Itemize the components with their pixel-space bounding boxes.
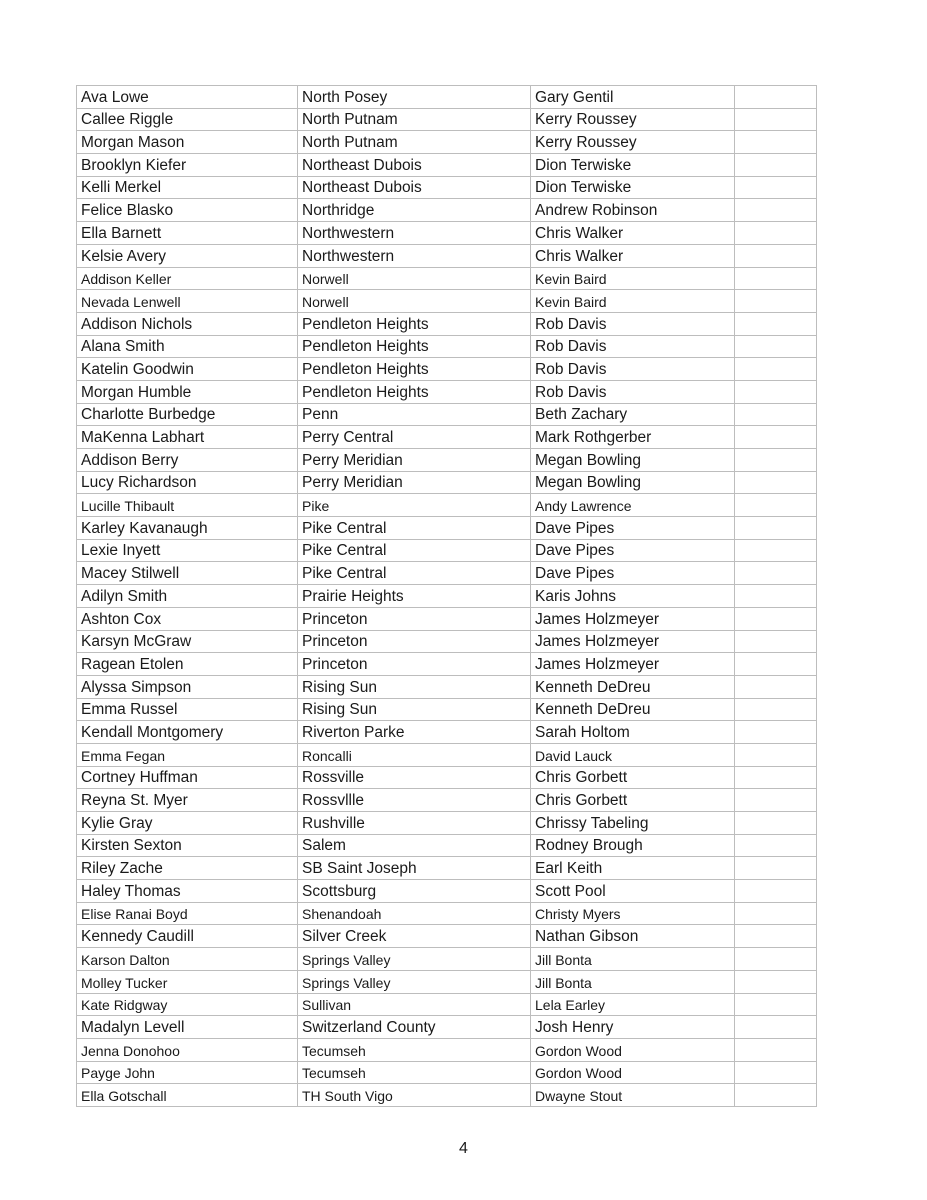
athlete-name-cell: Karsyn McGraw [77,630,298,653]
table-row [77,267,817,290]
athlete-name-cell: MaKenna Labhart [77,426,298,449]
empty-cell [735,812,817,835]
empty-cell [735,222,817,245]
athlete-name-cell: Addison Nichols [77,312,298,335]
empty-cell [735,86,817,109]
table-row [77,539,817,562]
athlete-name-cell: Felice Blasko [77,199,298,222]
school-cell: Perry Meridian [298,449,531,472]
coach-cell: Kenneth DeDreu [531,675,735,698]
school-cell: Salem [298,834,531,857]
empty-cell [735,607,817,630]
coach-cell: Rob Davis [531,358,735,381]
athlete-name-cell: Reyna St. Myer [77,789,298,812]
table-row [77,970,817,993]
empty-cell [735,562,817,585]
school-cell: Silver Creek [298,925,531,948]
coach-cell: Chris Gorbett [531,789,735,812]
coach-cell: Dion Terwiske [531,154,735,177]
empty-cell [735,857,817,880]
athlete-name-cell: Madalyn Levell [77,1016,298,1039]
school-cell: Rushville [298,812,531,835]
empty-cell [735,403,817,426]
table-row [77,698,817,721]
empty-cell [735,312,817,335]
school-cell: Sullivan [298,993,531,1016]
table-row [77,743,817,766]
table-row [77,812,817,835]
table-row [77,925,817,948]
athlete-name-cell: Kelsie Avery [77,244,298,267]
athlete-name-cell: Kendall Montgomery [77,721,298,744]
empty-cell [735,948,817,971]
athlete-name-cell: Ella Barnett [77,222,298,245]
school-cell: Tecumseh [298,1061,531,1084]
empty-cell [735,1061,817,1084]
athlete-name-cell: Ella Gotschall [77,1084,298,1107]
table-row [77,857,817,880]
table-row [77,993,817,1016]
table-row [77,222,817,245]
table-row [77,630,817,653]
athlete-name-cell: Addison Keller [77,267,298,290]
athlete-name-cell: Karson Dalton [77,948,298,971]
athlete-name-cell: Nevada Lenwell [77,290,298,313]
empty-cell [735,585,817,608]
school-cell: North Putnam [298,131,531,154]
empty-cell [735,721,817,744]
coach-cell: Christy Myers [531,902,735,925]
empty-cell [735,517,817,540]
table-row [77,1016,817,1039]
table-row [77,653,817,676]
coach-cell: James Holzmeyer [531,653,735,676]
table-row [77,380,817,403]
school-cell: Norwell [298,290,531,313]
coach-cell: Dave Pipes [531,539,735,562]
athlete-name-cell: Emma Fegan [77,743,298,766]
table-row [77,108,817,131]
coach-cell: Nathan Gibson [531,925,735,948]
table-row [77,1084,817,1107]
roster-table [76,85,817,1107]
table-row [77,176,817,199]
coach-cell: Lela Earley [531,993,735,1016]
empty-cell [735,902,817,925]
coach-cell: Rob Davis [531,312,735,335]
coach-cell: Scott Pool [531,880,735,903]
table-row [77,562,817,585]
table-row [77,766,817,789]
coach-cell: Kevin Baird [531,267,735,290]
coach-cell: Chrissy Tabeling [531,812,735,835]
athlete-name-cell: Jenna Donohoo [77,1038,298,1061]
coach-cell: Dwayne Stout [531,1084,735,1107]
athlete-name-cell: Addison Berry [77,449,298,472]
empty-cell [735,766,817,789]
table-row [77,403,817,426]
athlete-name-cell: Callee Riggle [77,108,298,131]
table-row [77,789,817,812]
coach-cell: James Holzmeyer [531,630,735,653]
coach-cell: Kevin Baird [531,290,735,313]
school-cell: Scottsburg [298,880,531,903]
school-cell: Pike Central [298,562,531,585]
table-row [77,1061,817,1084]
athlete-name-cell: Ragean Etolen [77,653,298,676]
coach-cell: Beth Zachary [531,403,735,426]
athlete-name-cell: Kennedy Caudill [77,925,298,948]
empty-cell [735,154,817,177]
table-row [77,834,817,857]
coach-cell: Karis Johns [531,585,735,608]
table-row [77,948,817,971]
athlete-name-cell: Katelin Goodwin [77,358,298,381]
coach-cell: Andy Lawrence [531,494,735,517]
athlete-name-cell: Molley Tucker [77,970,298,993]
table-row [77,471,817,494]
coach-cell: Rodney Brough [531,834,735,857]
athlete-name-cell: Lucy Richardson [77,471,298,494]
athlete-name-cell: Elise Ranai Boyd [77,902,298,925]
table-row [77,290,817,313]
empty-cell [735,834,817,857]
empty-cell [735,380,817,403]
table-row [77,675,817,698]
school-cell: Roncalli [298,743,531,766]
school-cell: Perry Meridian [298,471,531,494]
school-cell: Pike [298,494,531,517]
school-cell: Norwell [298,267,531,290]
school-cell: Northridge [298,199,531,222]
athlete-name-cell: Kirsten Sexton [77,834,298,857]
school-cell: TH South Vigo [298,1084,531,1107]
empty-cell [735,539,817,562]
empty-cell [735,993,817,1016]
athlete-name-cell: Lucille Thibault [77,494,298,517]
school-cell: Northwestern [298,222,531,245]
athlete-name-cell: Kate Ridgway [77,993,298,1016]
school-cell: Northeast Dubois [298,154,531,177]
coach-cell: Mark Rothgerber [531,426,735,449]
coach-cell: Andrew Robinson [531,199,735,222]
school-cell: Rossvllle [298,789,531,812]
school-cell: Springs Valley [298,970,531,993]
table-row [77,721,817,744]
coach-cell: Chris Walker [531,244,735,267]
empty-cell [735,743,817,766]
coach-cell: Sarah Holtom [531,721,735,744]
coach-cell: James Holzmeyer [531,607,735,630]
athlete-name-cell: Alyssa Simpson [77,675,298,698]
table-row [77,426,817,449]
empty-cell [735,131,817,154]
school-cell: Pendleton Heights [298,380,531,403]
table-row [77,312,817,335]
coach-cell: Kerry Roussey [531,108,735,131]
athlete-name-cell: Ashton Cox [77,607,298,630]
table-row [77,494,817,517]
school-cell: SB Saint Joseph [298,857,531,880]
table-row [77,902,817,925]
school-cell: Pendleton Heights [298,335,531,358]
coach-cell: Jill Bonta [531,970,735,993]
coach-cell: Gordon Wood [531,1061,735,1084]
empty-cell [735,675,817,698]
school-cell: Switzerland County [298,1016,531,1039]
table-row [77,358,817,381]
coach-cell: Dave Pipes [531,517,735,540]
table-row [77,244,817,267]
table-row [77,131,817,154]
table-row [77,1038,817,1061]
coach-cell: Megan Bowling [531,449,735,472]
coach-cell: Kenneth DeDreu [531,698,735,721]
school-cell: Princeton [298,653,531,676]
roster-table-body [77,86,817,1107]
school-cell: Rising Sun [298,698,531,721]
coach-cell: Rob Davis [531,335,735,358]
school-cell: Prairie Heights [298,585,531,608]
school-cell: Shenandoah [298,902,531,925]
school-cell: North Posey [298,86,531,109]
athlete-name-cell: Macey Stilwell [77,562,298,585]
empty-cell [735,1016,817,1039]
athlete-name-cell: Morgan Mason [77,131,298,154]
table-row [77,86,817,109]
empty-cell [735,789,817,812]
school-cell: Riverton Parke [298,721,531,744]
table-row [77,449,817,472]
athlete-name-cell: Morgan Humble [77,380,298,403]
coach-cell: Dion Terwiske [531,176,735,199]
school-cell: Pike Central [298,539,531,562]
empty-cell [735,471,817,494]
school-cell: Rising Sun [298,675,531,698]
coach-cell: Chris Gorbett [531,766,735,789]
athlete-name-cell: Riley Zache [77,857,298,880]
empty-cell [735,108,817,131]
coach-cell: Kerry Roussey [531,131,735,154]
athlete-name-cell: Kelli Merkel [77,176,298,199]
athlete-name-cell: Haley Thomas [77,880,298,903]
empty-cell [735,290,817,313]
table-row [77,154,817,177]
school-cell: Northwestern [298,244,531,267]
page-number: 4 [459,1140,468,1157]
empty-cell [735,176,817,199]
empty-cell [735,358,817,381]
athlete-name-cell: Charlotte Burbedge [77,403,298,426]
empty-cell [735,267,817,290]
coach-cell: Earl Keith [531,857,735,880]
athlete-name-cell: Brooklyn Kiefer [77,154,298,177]
athlete-name-cell: Payge John [77,1061,298,1084]
empty-cell [735,925,817,948]
school-cell: Penn [298,403,531,426]
athlete-name-cell: Lexie Inyett [77,539,298,562]
empty-cell [735,630,817,653]
coach-cell: Gary Gentil [531,86,735,109]
empty-cell [735,244,817,267]
athlete-name-cell: Alana Smith [77,335,298,358]
empty-cell [735,653,817,676]
table-row [77,335,817,358]
athlete-name-cell: Emma Russel [77,698,298,721]
empty-cell [735,970,817,993]
empty-cell [735,698,817,721]
athlete-name-cell: Karley Kavanaugh [77,517,298,540]
coach-cell: Rob Davis [531,380,735,403]
table-row [77,607,817,630]
empty-cell [735,335,817,358]
empty-cell [735,880,817,903]
coach-cell: Josh Henry [531,1016,735,1039]
empty-cell [735,1084,817,1107]
coach-cell: Megan Bowling [531,471,735,494]
athlete-name-cell: Ava Lowe [77,86,298,109]
table-row [77,880,817,903]
empty-cell [735,1038,817,1061]
school-cell: Princeton [298,630,531,653]
school-cell: Perry Central [298,426,531,449]
school-cell: Tecumseh [298,1038,531,1061]
empty-cell [735,494,817,517]
empty-cell [735,449,817,472]
athlete-name-cell: Adilyn Smith [77,585,298,608]
school-cell: Pike Central [298,517,531,540]
school-cell: Pendleton Heights [298,358,531,381]
school-cell: North Putnam [298,108,531,131]
table-row [77,517,817,540]
school-cell: Princeton [298,607,531,630]
athlete-name-cell: Kylie Gray [77,812,298,835]
coach-cell: Jill Bonta [531,948,735,971]
empty-cell [735,199,817,222]
empty-cell [735,426,817,449]
school-cell: Rossville [298,766,531,789]
table-row [77,585,817,608]
coach-cell: Chris Walker [531,222,735,245]
school-cell: Springs Valley [298,948,531,971]
coach-cell: Dave Pipes [531,562,735,585]
table-row [77,199,817,222]
school-cell: Northeast Dubois [298,176,531,199]
coach-cell: Gordon Wood [531,1038,735,1061]
coach-cell: David Lauck [531,743,735,766]
school-cell: Pendleton Heights [298,312,531,335]
athlete-name-cell: Cortney Huffman [77,766,298,789]
